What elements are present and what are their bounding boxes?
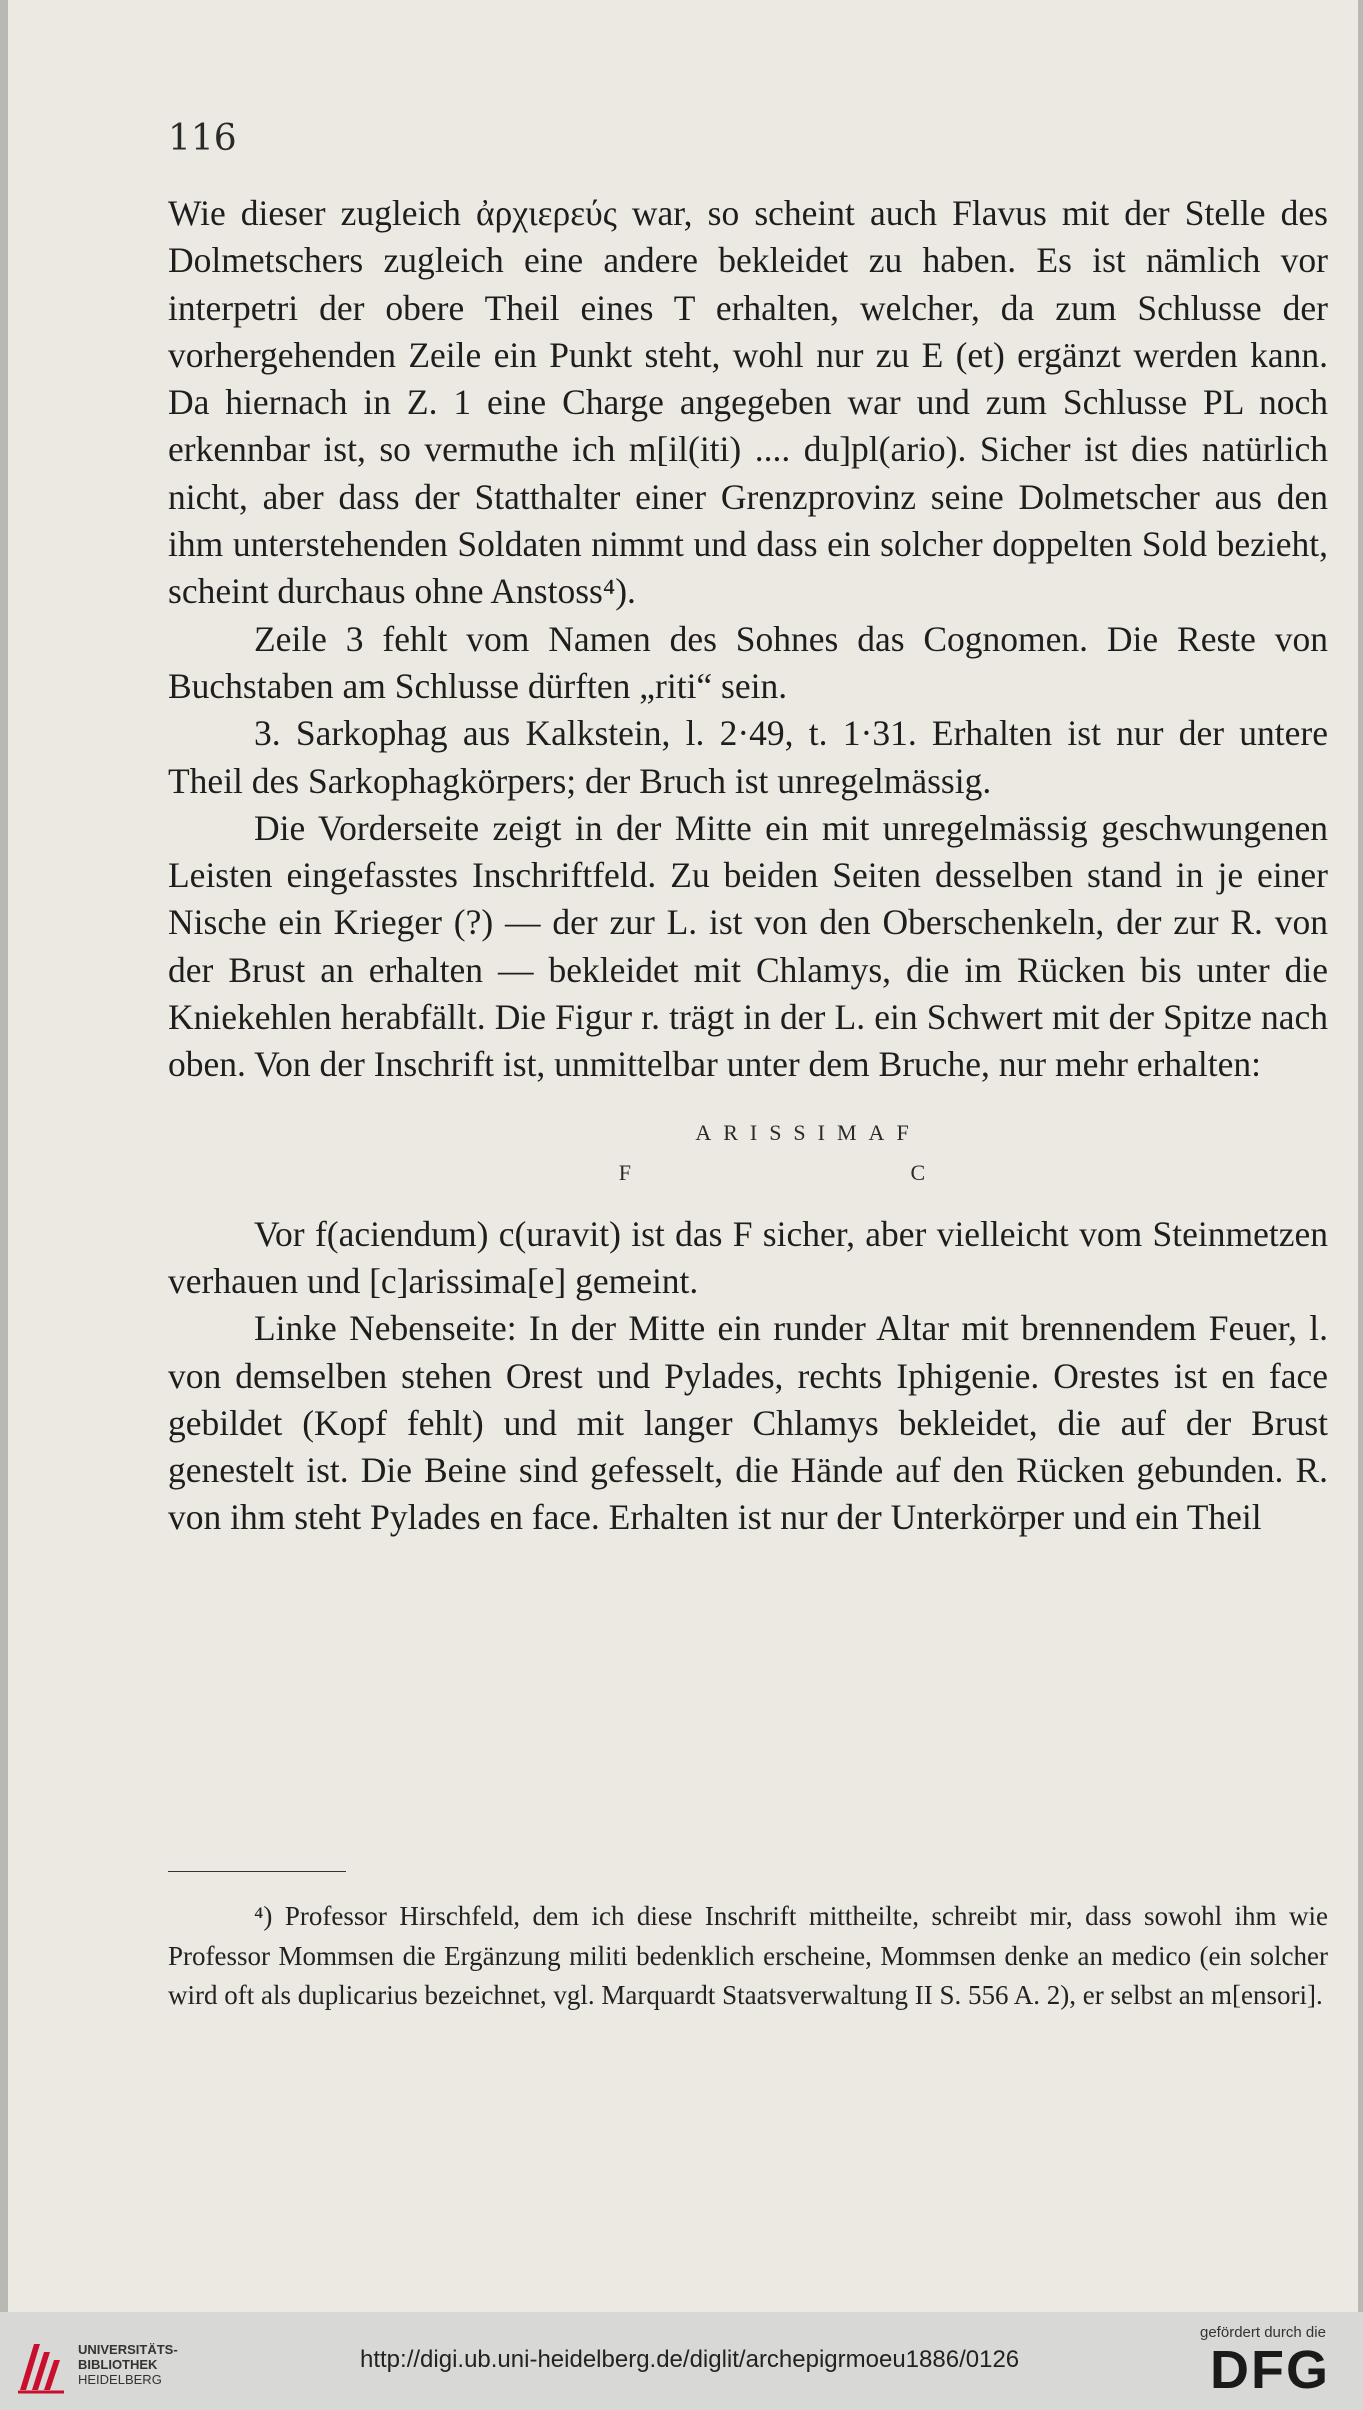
permalink-url[interactable]: http://digi.ub.uni-heidelberg.de/diglit/archepigrmoeu1886/0126: [360, 2346, 1020, 2373]
library-name: UNIVERSITÄTS- BIBLIOTHEK HEIDELBERG: [78, 2342, 178, 2387]
footnote: [168, 1897, 1328, 2016]
paragraph-4: Die Vorderseite zeigt in der Mitte ein mit unregelmässig geschwungenen Leisten eingefasstes Inschriftfeld. Zu beiden Seiten desselben stand in je einer Nische ein Krieger (?) — der zur L. ist von den Oberschenkeln, der zur R. von der Brust an erhalten — bekleidet mit Chlamys, die im Rücken bis unter die Kniekehlen herabfällt. Die Figur r. trägt in der L. ein Schwert mit der Spitze nach oben. Von der Inschrift ist, unmittelbar unter dem Bruche, nur mehr erhalten:: [168, 807, 1328, 1085]
page-number: 116: [168, 118, 237, 159]
inscription-line-2: F C: [618, 1159, 938, 1185]
main-text: [168, 190, 1328, 1542]
paragraph-1: Wie dieser zugleich ἀρχιερεύς war, so scheint auch Flavus mit der Stelle des Dolmetschers zugleich eine andere bekleidet zu haben. Es ist nämlich vor interpetri der obere Theil eines T erhalten, welcher, da zum Schlusse der vorhergehenden Zeile ein Punkt steht, wohl nur zu E (et) ergänzt werden kann. Da hiernach in Z. 1 eine Charge angegeben war und zum Schlusse PL noch erkennbar ist, so vermuthe ich m[il(iti) .... du]pl(ario). Sicher ist dies natürlich nicht, aber dass der Statthalter einer Grenzprovinz seine Dolmetscher aus den ihm unterstehenden Soldaten nimmt und dass ein solcher doppelten Sold bezieht, scheint durchaus ohne Anstoss⁴).: [168, 193, 1328, 612]
paragraph-3: 3. Sarkophag aus Kalkstein, l. 2·49, t. 1·31. Erhalten ist nur der untere Theil des Sarkophagkörpers; der Bruch ist unregelmässig.: [168, 713, 1328, 801]
paragraph-6: Linke Nebenseite: In der Mitte ein runder Altar mit brennendem Feuer, l. von demselben stehen Orest und Pylades, rechts Iphigenie. Orestes ist en face gebildet (Kopf fehlt) und mit langer Chlamys bekleidet, die auf der Brust genestelt ist. Die Beine sind gefesselt, die Hände auf den Rücken gebunden. R. von ihm steht Pylades en face. Erhalten ist nur der Unterkörper und ein Theil: [168, 1308, 1328, 1538]
funding-note: gefördert durch die: [1200, 2324, 1326, 2341]
dfg-logo: DFG: [1210, 2340, 1330, 2400]
footer-bar: [0, 2312, 1363, 2410]
paragraph-2: Zeile 3 fehlt vom Namen des Sohnes das Cognomen. Die Reste von Buchstaben am Schlusse dürften „riti“ sein.: [168, 618, 1328, 706]
paragraph-5: Vor f(aciendum) c(uravit) ist das F sicher, aber vielleicht vom Steinmetzen verhauen und [c]arissima[e] gemeint.: [168, 1213, 1328, 1301]
footnote-text: ⁴) Professor Hirschfeld, dem ich diese Inschrift mittheilte, schreibt mir, dass sowohl ihm wie Professor Mommsen die Ergänzung militi bedenklich erscheine, Mommsen denke an medico (ein solcher wird oft als duplicarius bezeichnet, vgl. Marquardt Staatsverwaltung II S. 556 A. 2), er selbst an m[ensori].: [168, 1901, 1328, 2010]
footnote-divider: [168, 1871, 346, 1872]
document-page: [8, 0, 1358, 2312]
university-library-logo-icon: [14, 2336, 68, 2396]
inscription-line-1: ARISSIMAF: [695, 1119, 921, 1145]
